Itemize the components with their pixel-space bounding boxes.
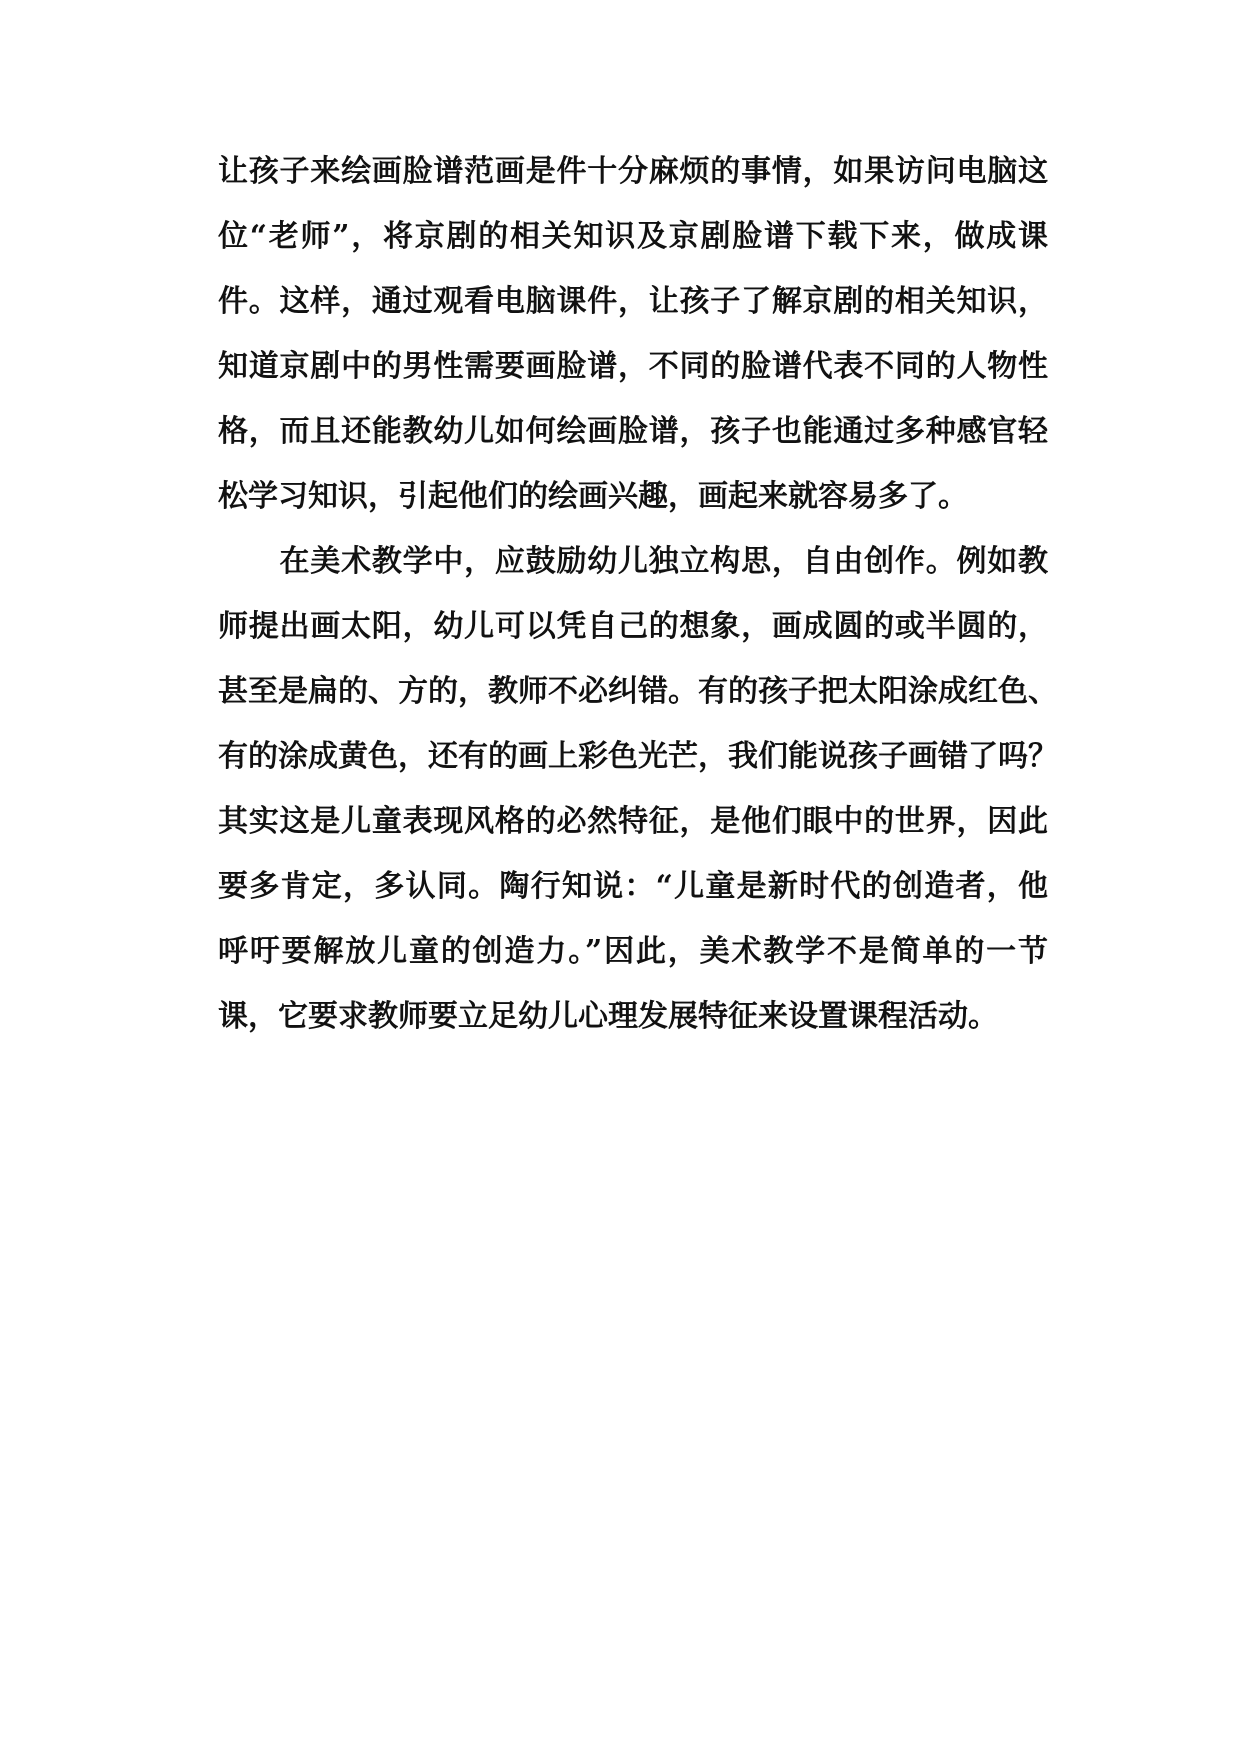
paragraph-line: 位“老师”，将京剧的相关知识及京剧脸谱下载下来，做成课	[218, 219, 1048, 254]
paragraph-2	[218, 542, 1058, 1062]
paragraph-line: 知道京剧中的男性需要画脸谱，不同的脸谱代表不同的人物性	[218, 349, 1048, 384]
paragraph-line: 在美术教学中，应鼓励幼儿独立构思，自由创作。例如教	[218, 544, 1048, 579]
paragraph-line: 格，而且还能教幼儿如何绘画脸谱，孩子也能通过多种感官轻	[218, 414, 1048, 449]
paragraph-line: 要多肯定，多认同。陶行知说：“儿童是新时代的创造者，他	[218, 869, 1048, 904]
paragraph-line: 师提出画太阳，幼儿可以凭自己的想象，画成圆的或半圆的，	[218, 609, 1048, 644]
paragraph-line: 呼吁要解放儿童的创造力。”因此，美术教学不是简单的一节	[218, 934, 1048, 969]
document-body	[218, 152, 1058, 1062]
paragraph-1	[218, 152, 1048, 542]
paragraph-line: 甚至是扁的、方的，教师不必纠错。有的孩子把太阳涂成红色、	[218, 674, 1058, 709]
paragraph-line: 让孩子来绘画脸谱范画是件十分麻烦的事情，如果访问电脑这	[218, 154, 1048, 189]
paragraph-line: 松学习知识，引起他们的绘画兴趣，画起来就容易多了。	[218, 479, 968, 514]
paragraph-line: 其实这是儿童表现风格的必然特征，是他们眼中的世界，因此	[218, 804, 1048, 839]
paragraph-line: 课，它要求教师要立足幼儿心理发展特征来设置课程活动。	[218, 999, 998, 1034]
paragraph-line: 件。这样，通过观看电脑课件，让孩子了解京剧的相关知识，	[218, 284, 1048, 319]
paragraph-line: 有的涂成黄色，还有的画上彩色光芒，我们能说孩子画错了吗？	[218, 739, 1058, 774]
